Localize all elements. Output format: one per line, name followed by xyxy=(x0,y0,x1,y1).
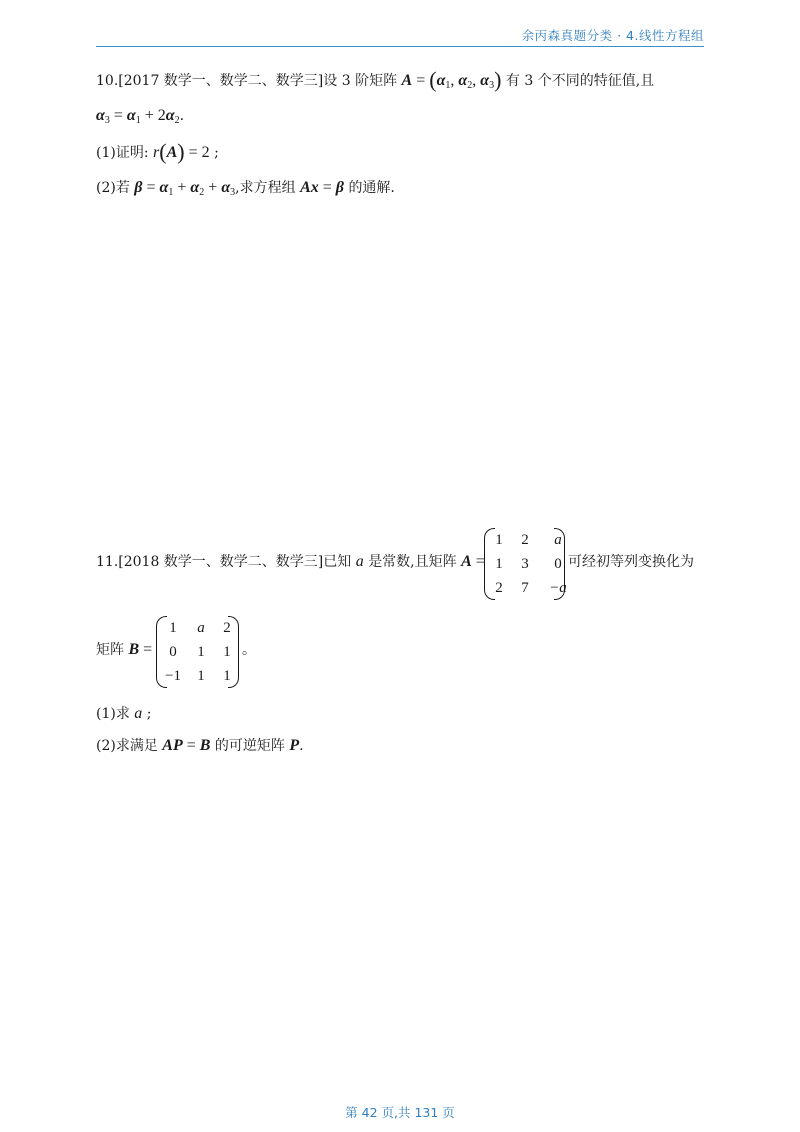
q10-condition: $\alpha_3 = \alpha_1 + 2\alpha_2$ xyxy=(96,107,180,126)
matrix-B-grid xyxy=(160,616,238,688)
q11-line2-end-wrap xyxy=(242,640,256,660)
q10-part2 xyxy=(96,178,395,198)
q10-line1 xyxy=(96,67,655,92)
q10-part1 xyxy=(96,139,219,164)
matrix-A-cell: 2 xyxy=(495,580,503,596)
q10-line2 xyxy=(96,106,184,126)
matrix-A-cell: 7 xyxy=(521,580,529,596)
q11-B-label: B = xyxy=(128,641,153,658)
matrix-B-cell: 2 xyxy=(223,620,231,636)
q11-line2-prefix: 矩阵 xyxy=(96,642,124,658)
q11-ap-eq: AP = B xyxy=(162,737,211,754)
matrix-B-cell: 1 xyxy=(197,644,205,660)
matrix-B-cell: 1 xyxy=(223,668,231,684)
q11-A-label: A = xyxy=(461,553,485,570)
matrix-B-right-bracket xyxy=(228,616,239,688)
matrix-A-cell: a xyxy=(554,532,562,548)
q10-suffix: 有 3 个不同的特征值,且 xyxy=(505,73,655,89)
matrix-A-cell: 2 xyxy=(521,532,529,548)
q10-part2-mid: ,求方程组 xyxy=(235,180,296,196)
q10-prefix: 10.[2017 数学一、数学二、数学三]设 3 阶矩阵 xyxy=(96,73,398,89)
matrix-B-cell: 1 xyxy=(169,620,177,636)
q11-part1-var: a xyxy=(134,705,143,722)
header-title: 余丙森真题分类 · 4.线性方程组 xyxy=(521,28,704,43)
matrix-A-cell: −a xyxy=(549,580,567,596)
q11-part1-end: ; xyxy=(146,706,152,722)
q10-rank-eq: r(A) = 2 xyxy=(153,139,210,164)
q11-suffix-line xyxy=(568,552,694,572)
q11-part1 xyxy=(96,704,151,724)
q11-part2 xyxy=(96,736,304,756)
matrix-B-cell: 0 xyxy=(169,644,177,660)
matrix-A-cell: 1 xyxy=(495,556,503,572)
q11-part1-label: (1)求 xyxy=(96,706,130,722)
q10-part2-label: (2)若 xyxy=(96,180,130,196)
q11-suffix: 可经初等列变换化为 xyxy=(568,554,694,570)
matrix-B-cell: 1 xyxy=(197,668,205,684)
q10-matrix-def: $A = (\alpha_1$, $\alpha_2$, $\alpha_3$) xyxy=(401,67,502,92)
matrix-A-cell: 1 xyxy=(495,532,503,548)
matrix-A-cell: 0 xyxy=(554,556,562,572)
q11-mid: 是常数,且矩阵 xyxy=(368,554,457,570)
q10-system: Ax = β xyxy=(300,179,344,196)
q11-P: P xyxy=(289,737,300,754)
q11-line2 xyxy=(96,640,152,660)
matrix-B-cell: a xyxy=(197,620,205,636)
matrix-B-cell: 1 xyxy=(223,644,231,660)
q11-prefix: 11.[2018 数学一、数学二、数学三]已知 xyxy=(96,554,352,570)
q11-line1 xyxy=(96,552,485,572)
q11-part2-label: (2)求满足 xyxy=(96,738,158,754)
matrix-A-cell: 3 xyxy=(521,556,529,572)
page-footer: 第 42 页,共 131 页 xyxy=(345,1105,455,1120)
q11-var-a: a xyxy=(355,553,364,570)
q10-part1-label: (1)证明: xyxy=(96,145,149,161)
page-header xyxy=(96,0,704,47)
q11-part2-end: . xyxy=(299,738,304,754)
q11-part2-mid: 的可逆矩阵 xyxy=(214,738,285,754)
q10-part1-end: ; xyxy=(214,145,219,161)
q10-beta-eq: $\beta = \alpha_1 + \alpha_2 + \alpha_3$ xyxy=(134,179,236,198)
q10-part2-end: 的通解. xyxy=(348,180,395,196)
q11-line2-end: 。 xyxy=(242,642,256,658)
matrix-A-right-bracket xyxy=(554,528,565,600)
matrix-B-cell: −1 xyxy=(165,668,181,684)
q10-cond-end: . xyxy=(179,108,185,124)
